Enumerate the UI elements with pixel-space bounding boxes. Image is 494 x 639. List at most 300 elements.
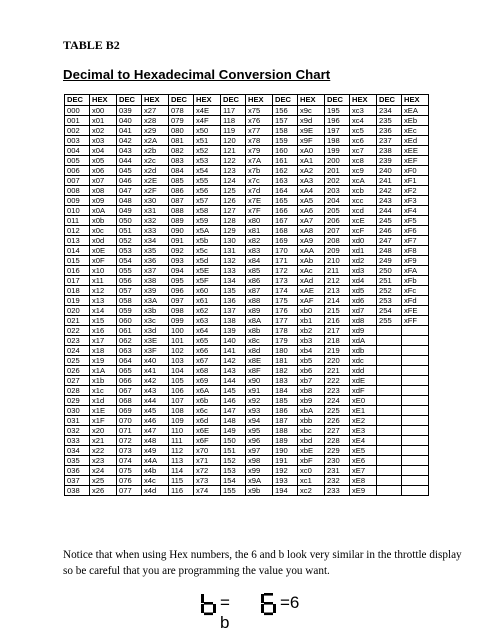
hex-cell: xA9: [298, 236, 325, 246]
hex-cell: xF7: [402, 236, 429, 246]
dec-cell: 182: [273, 366, 298, 376]
hex-cell: xF3: [402, 196, 429, 206]
dec-cell: 221: [325, 366, 350, 376]
dec-cell: 167: [273, 216, 298, 226]
dec-cell: 010: [65, 206, 90, 216]
dec-cell: 041: [117, 126, 142, 136]
dec-cell: 185: [273, 396, 298, 406]
dec-cell: 103: [169, 356, 194, 366]
dec-cell: 114: [169, 466, 194, 476]
hex-cell: [402, 366, 429, 376]
dec-cell: 207: [325, 226, 350, 236]
dec-cell: 066: [117, 376, 142, 386]
dec-cell: 179: [273, 336, 298, 346]
dec-cell: 074: [117, 456, 142, 466]
dec-cell: 136: [221, 296, 246, 306]
hex-cell: x40: [142, 356, 169, 366]
dec-cell: 111: [169, 436, 194, 446]
table-row: [65, 456, 429, 466]
dec-cell: 146: [221, 396, 246, 406]
hex-cell: xd8: [350, 316, 377, 326]
dec-cell: 042: [117, 136, 142, 146]
hex-cell: x9b: [246, 486, 273, 496]
table-row: [65, 166, 429, 176]
dec-cell: 077: [117, 486, 142, 496]
dec-cell: 222: [325, 376, 350, 386]
hex-cell: x8E: [246, 356, 273, 366]
hex-cell: x87: [246, 286, 273, 296]
hex-cell: x98: [246, 456, 273, 466]
dec-cell: 155: [221, 486, 246, 496]
hex-cell: x6d: [194, 416, 221, 426]
dec-cell: 168: [273, 226, 298, 236]
hex-cell: x99: [246, 466, 273, 476]
dec-cell: 219: [325, 346, 350, 356]
dec-cell: 139: [221, 326, 246, 336]
hex-cell: xdd: [350, 366, 377, 376]
hex-cell: x85: [246, 266, 273, 276]
dec-cell: 241: [377, 176, 402, 186]
table-row: [65, 426, 429, 436]
hex-cell: xA8: [298, 226, 325, 236]
dec-cell: 252: [377, 286, 402, 296]
dec-cell: 025: [65, 356, 90, 366]
dec-cell: 079: [169, 116, 194, 126]
dec-cell: 096: [169, 286, 194, 296]
dec-cell: 236: [377, 126, 402, 136]
hex-cell: x78: [246, 136, 273, 146]
dec-cell: 202: [325, 176, 350, 186]
dec-cell: 095: [169, 276, 194, 286]
dec-cell: [377, 376, 402, 386]
hex-cell: [402, 426, 429, 436]
hex-cell: [402, 436, 429, 446]
dec-cell: 162: [273, 166, 298, 176]
table-row: [65, 196, 429, 206]
hex-cell: x5F: [194, 276, 221, 286]
dec-cell: [377, 476, 402, 486]
hex-cell: xF4: [402, 206, 429, 216]
dec-cell: 142: [221, 356, 246, 366]
hex-cell: x4E: [194, 106, 221, 116]
table-row: [65, 136, 429, 146]
dec-cell: 170: [273, 246, 298, 256]
hex-cell: x77: [246, 126, 273, 136]
dec-cell: 153: [221, 466, 246, 476]
hex-cell: x03: [90, 136, 117, 146]
dec-cell: 094: [169, 266, 194, 276]
dec-cell: 138: [221, 316, 246, 326]
hex-cell: [402, 326, 429, 336]
hex-cell: x0F: [90, 256, 117, 266]
dec-cell: 117: [221, 106, 246, 116]
hex-cell: x39: [142, 286, 169, 296]
table-row: [65, 416, 429, 426]
hex-cell: x41: [142, 366, 169, 376]
hex-cell: x42: [142, 376, 169, 386]
hex-cell: x3F: [142, 346, 169, 356]
hex-cell: x35: [142, 246, 169, 256]
hex-cell: x68: [194, 366, 221, 376]
hex-cell: xA2: [298, 166, 325, 176]
hex-cell: x51: [194, 136, 221, 146]
seven-segment-legend: [200, 592, 310, 632]
dec-cell: 118: [221, 116, 246, 126]
dec-cell: 014: [65, 246, 90, 256]
hex-cell: xcd: [350, 206, 377, 216]
hex-cell: xbE: [298, 446, 325, 456]
dec-cell: 026: [65, 366, 90, 376]
dec-cell: 021: [65, 316, 90, 326]
hex-cell: xA6: [298, 206, 325, 216]
segment-6-example: [260, 592, 300, 616]
dec-cell: 106: [169, 386, 194, 396]
hex-cell: x6A: [194, 386, 221, 396]
dec-cell: 180: [273, 346, 298, 356]
dec-cell: 173: [273, 276, 298, 286]
hex-cell: x2E: [142, 176, 169, 186]
dec-cell: 133: [221, 266, 246, 276]
hex-cell: xE8: [350, 476, 377, 486]
dec-cell: 075: [117, 466, 142, 476]
conversion-table: [64, 94, 429, 496]
hex-cell: x88: [246, 296, 273, 306]
dec-cell: 200: [325, 156, 350, 166]
hex-cell: x2d: [142, 166, 169, 176]
dec-cell: 135: [221, 286, 246, 296]
dec-cell: 040: [117, 116, 142, 126]
hex-cell: x93: [246, 406, 273, 416]
dec-cell: 130: [221, 236, 246, 246]
hex-cell: xF9: [402, 256, 429, 266]
dec-cell: 165: [273, 196, 298, 206]
dec-cell: 223: [325, 386, 350, 396]
hex-cell: [402, 376, 429, 386]
hex-cell: xAE: [298, 286, 325, 296]
dec-cell: 195: [325, 106, 350, 116]
dec-cell: 209: [325, 246, 350, 256]
dec-cell: 024: [65, 346, 90, 356]
hex-cell: xc4: [350, 116, 377, 126]
hex-cell: x04: [90, 146, 117, 156]
hex-cell: x16: [90, 326, 117, 336]
hex-cell: x1d: [90, 396, 117, 406]
dec-cell: 188: [273, 426, 298, 436]
hex-cell: x56: [194, 186, 221, 196]
table-row: [65, 266, 429, 276]
dec-cell: 192: [273, 466, 298, 476]
table-row: [65, 206, 429, 216]
hex-cell: x44: [142, 396, 169, 406]
dec-cell: 051: [117, 226, 142, 236]
dec-cell: 129: [221, 226, 246, 236]
table-row: [65, 466, 429, 476]
hex-column-header: HEX: [350, 95, 377, 106]
dec-cell: 001: [65, 116, 90, 126]
dec-cell: 191: [273, 456, 298, 466]
dec-cell: 034: [65, 446, 90, 456]
dec-cell: 013: [65, 236, 90, 246]
hex-cell: x28: [142, 116, 169, 126]
dec-cell: 083: [169, 156, 194, 166]
table-row: [65, 366, 429, 376]
hex-cell: [402, 456, 429, 466]
dec-cell: 070: [117, 416, 142, 426]
dec-cell: 018: [65, 286, 90, 296]
hex-cell: xE0: [350, 396, 377, 406]
dec-cell: 247: [377, 236, 402, 246]
hex-cell: x94: [246, 416, 273, 426]
hex-column-header: HEX: [194, 95, 221, 106]
hex-cell: x5d: [194, 256, 221, 266]
hex-cell: xd3: [350, 266, 377, 276]
hex-cell: x71: [194, 456, 221, 466]
hex-cell: x79: [246, 146, 273, 156]
hex-cell: x84: [246, 256, 273, 266]
dec-cell: 032: [65, 426, 90, 436]
hex-cell: x13: [90, 296, 117, 306]
dec-cell: 058: [117, 296, 142, 306]
hex-cell: xc8: [350, 156, 377, 166]
dec-cell: 090: [169, 226, 194, 236]
dec-cell: 105: [169, 376, 194, 386]
dec-cell: 035: [65, 456, 90, 466]
hex-cell: xE7: [350, 466, 377, 476]
dec-cell: 022: [65, 326, 90, 336]
dec-cell: 048: [117, 196, 142, 206]
hex-cell: xc9: [350, 166, 377, 176]
dec-cell: 002: [65, 126, 90, 136]
hex-cell: x25: [90, 476, 117, 486]
dec-cell: 144: [221, 376, 246, 386]
hex-cell: x7F: [246, 206, 273, 216]
hex-cell: x06: [90, 166, 117, 176]
dec-cell: 239: [377, 156, 402, 166]
dec-cell: 050: [117, 216, 142, 226]
dec-cell: 158: [273, 126, 298, 136]
hex-cell: xc7: [350, 146, 377, 156]
hex-cell: x82: [246, 236, 273, 246]
hex-cell: xd4: [350, 276, 377, 286]
hex-cell: x8A: [246, 316, 273, 326]
dec-cell: 099: [169, 316, 194, 326]
table-row: [65, 186, 429, 196]
hex-cell: x08: [90, 186, 117, 196]
dec-cell: 107: [169, 396, 194, 406]
table-row: [65, 216, 429, 226]
dec-cell: 116: [169, 486, 194, 496]
dec-cell: 085: [169, 176, 194, 186]
hex-cell: x49: [142, 446, 169, 456]
hex-cell: x5E: [194, 266, 221, 276]
hex-cell: xd2: [350, 256, 377, 266]
dec-cell: 054: [117, 256, 142, 266]
dec-cell: 009: [65, 196, 90, 206]
hex-cell: x65: [194, 336, 221, 346]
hex-cell: x92: [246, 396, 273, 406]
hex-cell: x14: [90, 306, 117, 316]
dec-cell: 196: [325, 116, 350, 126]
hex-cell: x0c: [90, 226, 117, 236]
hex-cell: x05: [90, 156, 117, 166]
dec-cell: 225: [325, 406, 350, 416]
dec-cell: 011: [65, 216, 90, 226]
dec-cell: 027: [65, 376, 90, 386]
hex-column-header: HEX: [90, 95, 117, 106]
dec-cell: 230: [325, 456, 350, 466]
dec-cell: 055: [117, 266, 142, 276]
dec-cell: 082: [169, 146, 194, 156]
dec-cell: 141: [221, 346, 246, 356]
dec-cell: 063: [117, 346, 142, 356]
hex-cell: [402, 406, 429, 416]
dec-cell: 174: [273, 286, 298, 296]
hex-cell: xA3: [298, 176, 325, 186]
hex-cell: xF1: [402, 176, 429, 186]
dec-cell: 076: [117, 476, 142, 486]
dec-cell: 248: [377, 246, 402, 256]
dec-column-header: DEC: [117, 95, 142, 106]
hex-cell: x8F: [246, 366, 273, 376]
dec-cell: 108: [169, 406, 194, 416]
dec-cell: 119: [221, 126, 246, 136]
hex-cell: x48: [142, 436, 169, 446]
hex-cell: x7b: [246, 166, 273, 176]
dec-cell: 061: [117, 326, 142, 336]
hex-cell: x37: [142, 266, 169, 276]
dec-cell: 087: [169, 196, 194, 206]
hex-cell: xA1: [298, 156, 325, 166]
hex-cell: x29: [142, 126, 169, 136]
hex-cell: x1A: [90, 366, 117, 376]
hex-cell: x96: [246, 436, 273, 446]
hex-cell: x59: [194, 216, 221, 226]
dec-cell: 122: [221, 156, 246, 166]
hex-column-header: HEX: [298, 95, 325, 106]
dec-cell: 172: [273, 266, 298, 276]
hex-cell: x33: [142, 226, 169, 236]
dec-cell: 036: [65, 466, 90, 476]
dec-cell: 029: [65, 396, 90, 406]
hex-cell: xd6: [350, 296, 377, 306]
dec-cell: 072: [117, 436, 142, 446]
table-row: [65, 326, 429, 336]
dec-cell: 008: [65, 186, 90, 196]
hex-cell: xbc: [298, 426, 325, 436]
hex-cell: xb6: [298, 366, 325, 376]
hex-cell: x11: [90, 276, 117, 286]
dec-cell: 250: [377, 266, 402, 276]
hex-cell: xb7: [298, 376, 325, 386]
dec-cell: 226: [325, 416, 350, 426]
dec-cell: 057: [117, 286, 142, 296]
hex-cell: x4c: [142, 476, 169, 486]
dec-cell: 243: [377, 196, 402, 206]
table-row: [65, 276, 429, 286]
hex-cell: xAd: [298, 276, 325, 286]
hex-cell: xdb: [350, 346, 377, 356]
dec-cell: 229: [325, 446, 350, 456]
hex-cell: x83: [246, 246, 273, 256]
dec-cell: 237: [377, 136, 402, 146]
dec-cell: 007: [65, 176, 90, 186]
hex-cell: x58: [194, 206, 221, 216]
dec-cell: 112: [169, 446, 194, 456]
table-row: [65, 286, 429, 296]
dec-column-header: DEC: [273, 95, 298, 106]
hex-column-header: HEX: [246, 95, 273, 106]
hex-cell: xbd: [298, 436, 325, 446]
hex-cell: x73: [194, 476, 221, 486]
dec-cell: 249: [377, 256, 402, 266]
hex-cell: [402, 336, 429, 346]
hex-cell: [402, 346, 429, 356]
dec-cell: 132: [221, 256, 246, 266]
dec-cell: 233: [325, 486, 350, 496]
hex-cell: xb5: [298, 356, 325, 366]
dec-cell: [377, 406, 402, 416]
dec-cell: 088: [169, 206, 194, 216]
hex-cell: xb9: [298, 396, 325, 406]
dec-cell: 181: [273, 356, 298, 366]
dec-cell: 005: [65, 156, 90, 166]
dec-cell: 184: [273, 386, 298, 396]
hex-cell: x36: [142, 256, 169, 266]
dec-cell: 071: [117, 426, 142, 436]
hex-cell: x1b: [90, 376, 117, 386]
hex-cell: x8d: [246, 346, 273, 356]
table-row: [65, 106, 429, 116]
dec-cell: 104: [169, 366, 194, 376]
hex-cell: x5A: [194, 226, 221, 236]
hex-cell: x3A: [142, 296, 169, 306]
dec-cell: 020: [65, 306, 90, 316]
table-row: [65, 306, 429, 316]
hex-cell: [402, 476, 429, 486]
hex-cell: x4A: [142, 456, 169, 466]
hex-cell: x76: [246, 116, 273, 126]
dec-cell: 218: [325, 336, 350, 346]
dec-cell: 067: [117, 386, 142, 396]
dec-cell: 210: [325, 256, 350, 266]
table-row: [65, 116, 429, 126]
hex-cell: x45: [142, 406, 169, 416]
hex-cell: xb0: [298, 306, 325, 316]
dec-cell: 194: [273, 486, 298, 496]
hex-cell: xdc: [350, 356, 377, 366]
hex-cell: x2A: [142, 136, 169, 146]
hex-cell: x97: [246, 446, 273, 456]
dec-cell: 147: [221, 406, 246, 416]
dec-column-header: DEC: [221, 95, 246, 106]
table-row: [65, 336, 429, 346]
dec-cell: 166: [273, 206, 298, 216]
hex-cell: x72: [194, 466, 221, 476]
hex-cell: x3E: [142, 336, 169, 346]
dec-cell: 217: [325, 326, 350, 336]
dec-cell: 100: [169, 326, 194, 336]
hex-cell: x6E: [194, 426, 221, 436]
hex-cell: x6b: [194, 396, 221, 406]
hex-cell: x0A: [90, 206, 117, 216]
hex-cell: xc6: [350, 136, 377, 146]
hex-cell: x6c: [194, 406, 221, 416]
hex-cell: xdA: [350, 336, 377, 346]
dec-cell: 163: [273, 176, 298, 186]
table-row: [65, 156, 429, 166]
hex-cell: x9E: [298, 126, 325, 136]
hex-cell: x32: [142, 216, 169, 226]
